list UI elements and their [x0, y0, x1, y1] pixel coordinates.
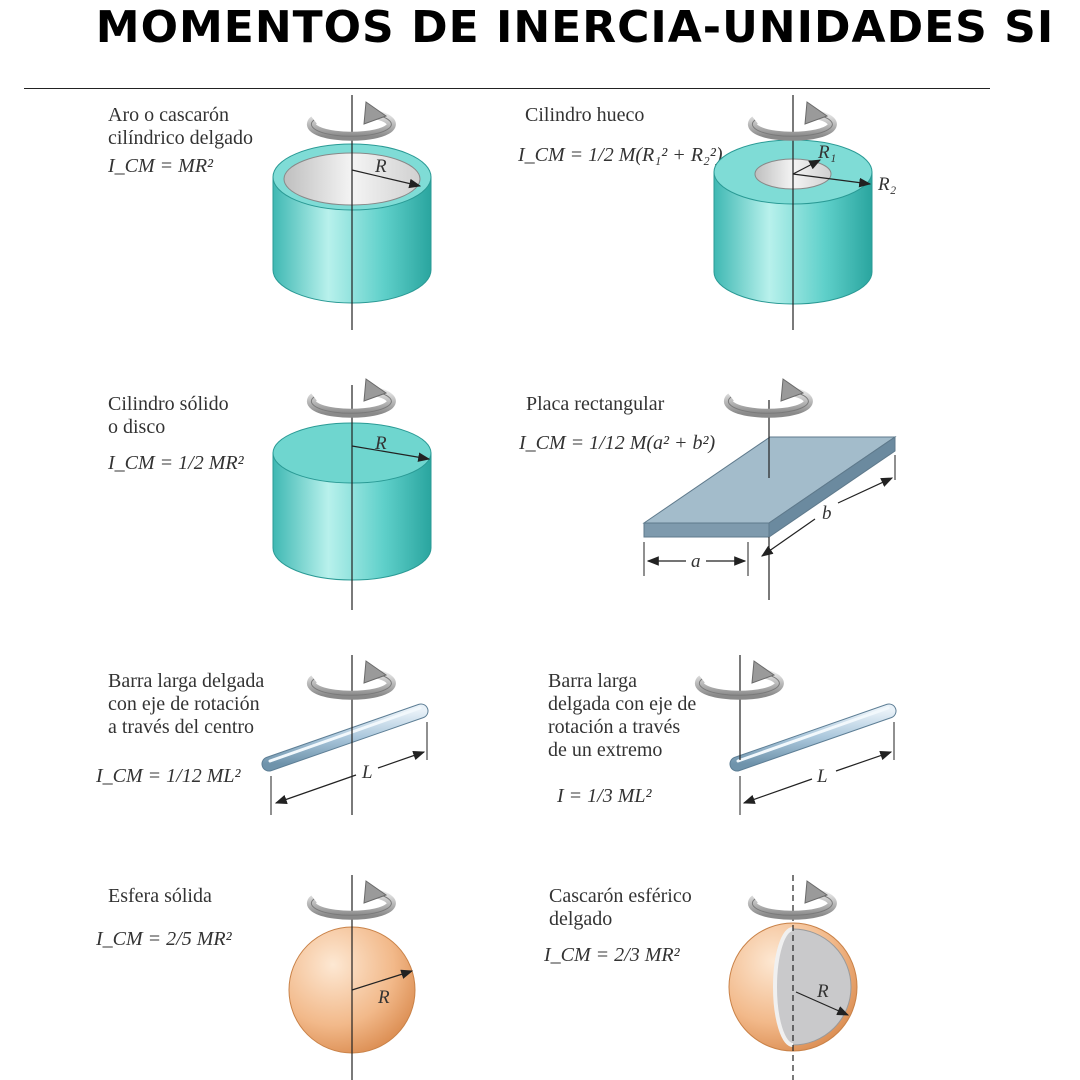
spherical-shell-formula: I_CM = 2/3 MR²	[544, 944, 680, 966]
sphere-radius-label: R	[378, 987, 390, 1008]
hoop-figure	[273, 95, 431, 330]
rod-end-description: Barra larga delgada con eje de rotación a través de un extremo	[548, 670, 697, 761]
spherical-shell-description: Cascarón esférico delgado	[549, 885, 692, 930]
rod-center-figure	[269, 655, 427, 815]
solid-cylinder-formula: I_CM = 1/2 MR²	[108, 452, 244, 474]
rotation-arrow-icon	[311, 102, 391, 136]
rod-center-formula: I_CM = 1/12 ML²	[96, 765, 241, 787]
solid-sphere-description: Esfera sólida	[108, 885, 212, 907]
hoop-description: Aro o cascarón cilíndrico delgado	[108, 104, 253, 149]
rod-end-length-label: L	[817, 766, 828, 787]
plate-figure	[644, 379, 895, 600]
hoop-formula: I_CM = MR²	[108, 155, 214, 177]
solid-cylinder-description: Cilindro sólido o disco	[108, 393, 229, 438]
rotation-arrow-icon	[752, 881, 832, 915]
rotation-arrow-icon	[311, 661, 391, 695]
plate-formula: I_CM = 1/12 M(a² + b²)	[519, 432, 716, 454]
solid-sphere-figure	[289, 875, 415, 1080]
inner-radius-label: R₁	[818, 142, 837, 163]
page-title: MOMENTOS DE INERCIA-UNIDADES SI	[95, 2, 1055, 53]
rod-end-figure	[699, 655, 894, 815]
plate-width-label: a	[691, 551, 701, 572]
hoop-radius-label: R	[375, 156, 387, 177]
spherical-shell-figure	[729, 875, 857, 1080]
rod-center-description: Barra larga delgada con eje de rotación a través del centro	[108, 670, 265, 738]
shell-radius-label: R	[817, 981, 829, 1002]
solid-sphere-formula: I_CM = 2/5 MR²	[96, 928, 232, 950]
solid-cylinder-radius-label: R	[375, 433, 387, 454]
rod-end-formula: I = 1/3 ML²	[557, 785, 652, 807]
rod-center-length-label: L	[362, 762, 373, 783]
rotation-arrow-icon	[728, 379, 808, 413]
hollow-cylinder-formula: I_CM = 1/2 M(R₁² + R₂²)	[518, 144, 723, 166]
rotation-arrow-icon	[699, 661, 779, 695]
rotation-arrow-icon	[752, 102, 832, 136]
hollow-cylinder-description: Cilindro hueco	[525, 104, 645, 126]
hollow-cylinder-figure	[714, 95, 897, 330]
outer-radius-label: R₂	[878, 174, 897, 195]
rotation-arrow-icon	[311, 379, 391, 413]
plate-length-label: b	[822, 503, 832, 524]
plate-description: Placa rectangular	[526, 393, 665, 415]
solid-cylinder-figure	[273, 379, 431, 610]
rotation-arrow-icon	[311, 881, 391, 915]
